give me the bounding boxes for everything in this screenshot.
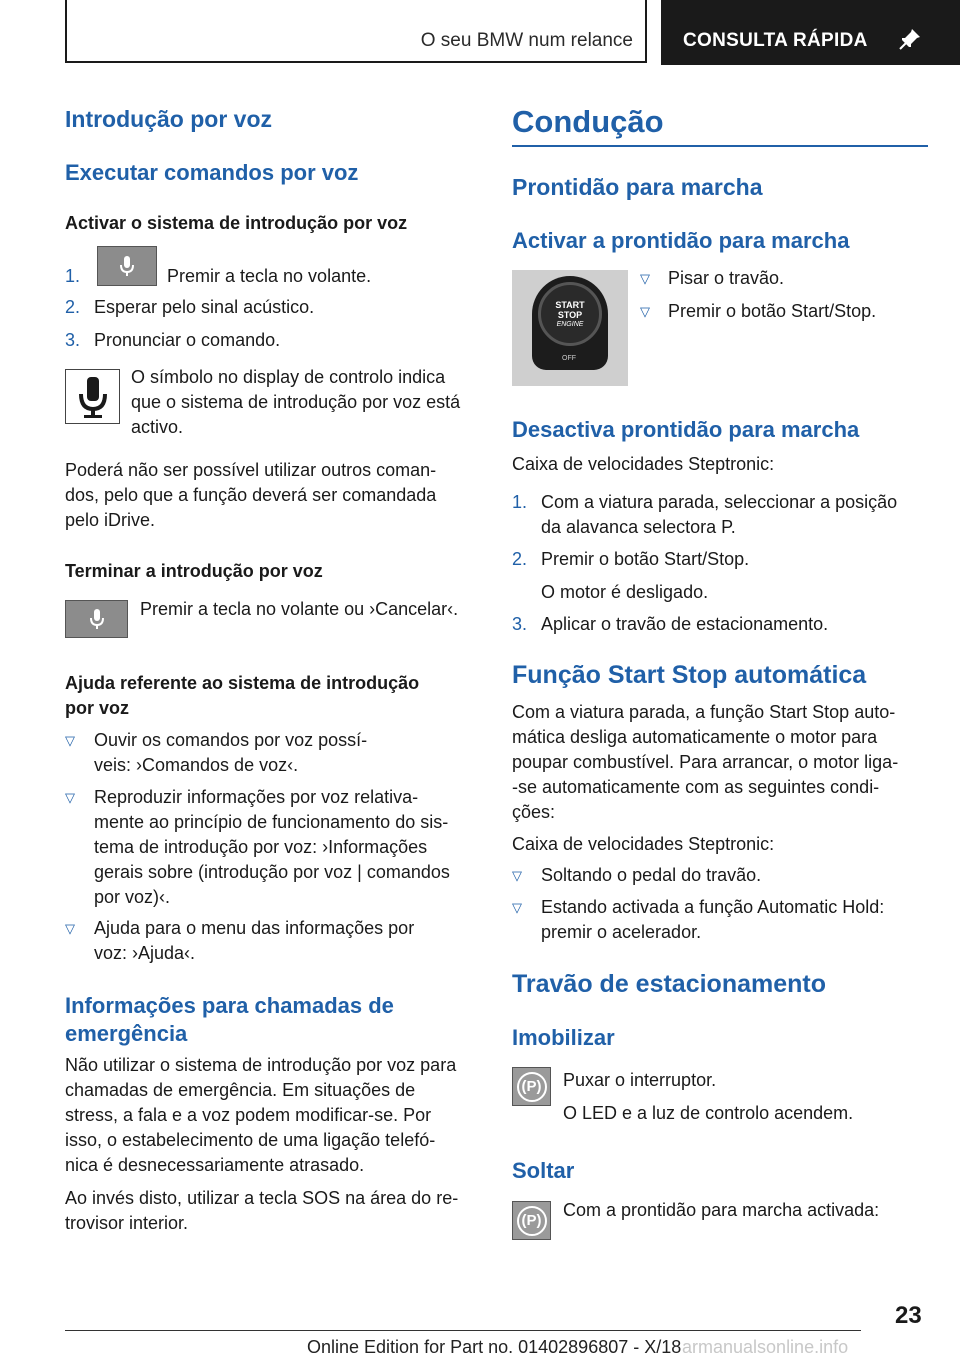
off-label: OFF (562, 355, 576, 362)
bullet-text: Ajuda para o menu das informações por voz: ›Ajuda‹. (94, 918, 415, 963)
bullet-text: Pisar o travão. (668, 268, 785, 288)
emergency-heading: Informações para chamadas de emergência (65, 993, 394, 1046)
microphone-icon (88, 607, 106, 631)
bullet-triangle-icon: ▽ (512, 868, 522, 883)
edition-text: Online Edition for Part no. 01402896807 - X/18 (307, 1337, 682, 1357)
bullet-text: Premir o botão Start/Stop. (668, 301, 877, 321)
voice-active-symbol (65, 369, 120, 424)
watermark-text: armanualsonline.info (682, 1337, 849, 1357)
step-text: Esperar pelo sinal acústico. (94, 297, 315, 317)
step-text: Com a viatura parada, seleccionar a posição da alavanca selectora P. (541, 492, 898, 537)
microphone-icon (76, 374, 110, 420)
end-voice-subheading: Terminar a introdução por voz (65, 561, 323, 581)
parking-brake-icon: (P) (517, 1072, 547, 1102)
immobilise-text: Puxar o interruptor. O LED e a luz de controlo acendem. (563, 1070, 854, 1123)
parking-brake-heading: Travão de estacionamento (512, 970, 827, 998)
microphone-icon (118, 254, 136, 278)
paragraph: Poderá não ser possível utilizar outros coman- dos, pelo que a função deverá ser comandada pelo iDrive. (65, 460, 437, 530)
voice-button-image (65, 600, 128, 638)
gearbox-label: Caixa de velocidades Steptronic: (512, 454, 775, 474)
step-number: 1. (65, 266, 81, 286)
header-section-box (65, 0, 647, 63)
release-text: Com a prontidão para marcha activada: (563, 1200, 880, 1220)
parking-brake-switch-image (512, 1067, 551, 1106)
header-tab[interactable] (661, 0, 960, 65)
activate-voice-subheading: Activar o sistema de introdução por voz (65, 213, 408, 233)
gearbox-label: Caixa de velocidades Steptronic: (512, 834, 775, 854)
step-text: Aplicar o travão de estacionamento. (541, 614, 829, 634)
pin-icon (897, 26, 923, 52)
bullet-triangle-icon: ▽ (65, 790, 75, 805)
header-tab-label: CONSULTA RÁPIDA (683, 30, 868, 51)
execute-commands-heading: Executar comandos por voz (65, 160, 359, 185)
auto-start-stop-heading: Função Start Stop automática (512, 661, 867, 689)
voice-input-heading: Introdução por voz (65, 106, 272, 132)
driving-title: Condução (512, 104, 664, 139)
start-stop-button-image (512, 270, 628, 386)
bullet-text: Soltando o pedal do travão. (541, 865, 762, 885)
immobilise-heading: Imobilizar (512, 1025, 615, 1050)
paragraph: Com a viatura parada, a função Start Stop auto- mática desliga automaticamente o motor para poupar combustível. Para arrancar, o motor liga- -se automaticamente com as seguintes condi- ções: (512, 702, 899, 822)
release-heading: Soltar (512, 1158, 575, 1183)
bullet-triangle-icon: ▽ (640, 271, 650, 286)
bullet-triangle-icon: ▽ (65, 733, 75, 748)
bullet-text: Ouvir os comandos por voz possí- veis: ›Comandos de voz‹. (94, 730, 368, 775)
step-text: Pronunciar o comando. (94, 330, 281, 350)
help-subheading: Ajuda referente ao sistema de introdução por voz (65, 673, 420, 718)
bullet-triangle-icon: ▽ (512, 900, 522, 915)
step-number: 2. (65, 297, 81, 317)
cancel-text: Premir a tecla no volante ou ›Cancelar‹. (140, 599, 459, 619)
bullet-text: Estando activada a função Automatic Hold: premir o acelerador. (541, 897, 885, 942)
ready-heading: Prontidão para marcha (512, 174, 763, 200)
header-section-title: O seu BMW num relance (420, 30, 633, 51)
bullet-text: Reproduzir informações por voz relativa- mente ao princípio de funcionamento do sis- tema de introdução por voz: ›Informações gerais sobre (introdução por voz | comandos por voz)‹. (94, 787, 450, 907)
bullet-triangle-icon: ▽ (640, 304, 650, 319)
title-rule (512, 145, 928, 147)
step-text: Premir o botão Start/Stop. (541, 549, 750, 569)
page-number: 23 (895, 1302, 922, 1329)
parking-brake-switch-image (512, 1201, 551, 1240)
step-number: 3. (512, 614, 528, 634)
parking-brake-icon: (P) (517, 1206, 547, 1236)
step-result: O motor é desligado. (541, 582, 709, 602)
paragraph: Ao invés disto, utilizar a tecla SOS na área do re- trovisor interior. (65, 1188, 459, 1233)
start-stop-knob: START STOP ENGINE (538, 282, 602, 346)
voice-button-image (97, 246, 157, 286)
activate-ready-heading: Activar a prontidão para marcha (512, 228, 850, 253)
paragraph: Não utilizar o sistema de introdução por voz para chamadas de emergência. Em situações de stress, a fala e a voz podem modificar-se. Por isso, o estabelecimento de uma ligação telefó- nica é desnecessariamente atrasado. (65, 1055, 457, 1175)
step-number: 3. (65, 330, 81, 350)
step-number: 1. (512, 492, 528, 512)
symbol-note: O símbolo no display de controlo indica que o sistema de introdução por voz está activo. (131, 367, 461, 437)
step-text: Premir a tecla no volante. (167, 266, 372, 286)
deactivate-heading: Desactiva prontidão para marcha (512, 417, 860, 442)
step-number: 2. (512, 549, 528, 569)
bullet-triangle-icon: ▽ (65, 921, 75, 936)
footer-rule (65, 1330, 861, 1331)
